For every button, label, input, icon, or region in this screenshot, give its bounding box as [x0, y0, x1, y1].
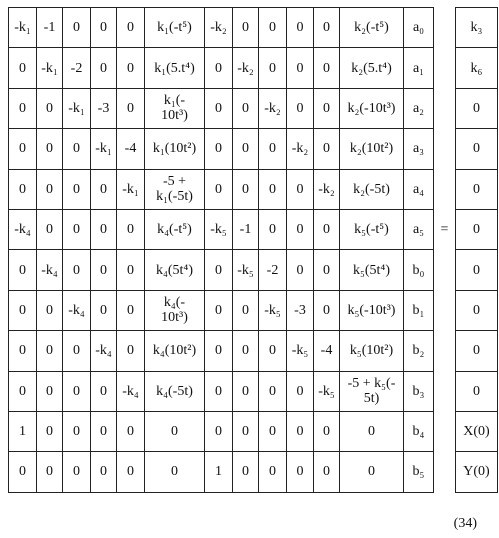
matrix-cell: 0 [63, 129, 91, 169]
matrix-cell: 1 [205, 452, 233, 492]
matrix-cell: -3 [287, 290, 314, 330]
equals-sign-cell [434, 48, 456, 88]
matrix-cell: k₄(-t⁵) [145, 209, 205, 249]
matrix-cell: 0 [205, 250, 233, 290]
equals-sign-cell: = [434, 209, 456, 249]
matrix-cell: b₅ [404, 452, 434, 492]
matrix-row [9, 209, 498, 249]
matrix-cell: 0 [117, 209, 145, 249]
matrix-cell: -k₅ [259, 290, 287, 330]
matrix-cell: -k₄ [63, 290, 91, 330]
matrix-cell: 0 [37, 371, 63, 411]
matrix-row [9, 88, 498, 128]
matrix-row [9, 371, 498, 411]
matrix-cell: 0 [287, 371, 314, 411]
matrix-cell: k₁(-t⁵) [145, 8, 205, 48]
matrix-cell: 0 [259, 411, 287, 451]
matrix-cell: -k₄ [91, 331, 117, 371]
matrix-cell: 0 [314, 411, 340, 451]
matrix-cell: -4 [314, 331, 340, 371]
matrix-cell: a₅ [404, 209, 434, 249]
matrix-cell: 0 [145, 452, 205, 492]
matrix-cell: 0 [9, 169, 37, 209]
matrix-cell: 0 [456, 209, 498, 249]
matrix-cell: 0 [287, 452, 314, 492]
matrix-cell: 0 [37, 169, 63, 209]
matrix-equation-table [8, 7, 498, 493]
matrix-cell: 0 [205, 290, 233, 330]
matrix-cell: 0 [233, 452, 259, 492]
matrix-cell: 0 [9, 331, 37, 371]
matrix-cell: 0 [314, 250, 340, 290]
matrix-cell: 0 [233, 290, 259, 330]
matrix-cell: 0 [259, 452, 287, 492]
matrix-cell: 0 [63, 411, 91, 451]
matrix-cell: 0 [9, 452, 37, 492]
matrix-cell: 0 [63, 169, 91, 209]
matrix-cell: k₂(-t⁵) [340, 8, 404, 48]
matrix-cell: 0 [205, 48, 233, 88]
matrix-cell: 0 [63, 250, 91, 290]
matrix-cell: -1 [233, 209, 259, 249]
matrix-cell: 0 [340, 411, 404, 451]
matrix-row [9, 250, 498, 290]
matrix-row [9, 48, 498, 88]
matrix-cell: 0 [456, 290, 498, 330]
matrix-cell: k₂(-10t³) [340, 88, 404, 128]
matrix-cell: 1 [9, 411, 37, 451]
matrix-cell: 0 [9, 290, 37, 330]
matrix-cell: 0 [9, 371, 37, 411]
matrix-cell: 0 [117, 88, 145, 128]
matrix-cell: -5 + k₁(-5t) [145, 169, 205, 209]
matrix-cell: -k₄ [37, 250, 63, 290]
matrix-cell: -k₁ [9, 8, 37, 48]
matrix-cell: k₅(5t⁴) [340, 250, 404, 290]
matrix-cell: 0 [287, 209, 314, 249]
matrix-cell: -k₅ [314, 371, 340, 411]
matrix-cell: 0 [63, 452, 91, 492]
matrix-cell: 0 [37, 88, 63, 128]
matrix-cell: -2 [63, 48, 91, 88]
matrix-cell: -k₂ [287, 129, 314, 169]
matrix-cell: 0 [287, 411, 314, 451]
matrix-cell: -k₅ [287, 331, 314, 371]
matrix-cell: 0 [314, 48, 340, 88]
matrix-cell: 0 [117, 8, 145, 48]
matrix-cell: a₁ [404, 48, 434, 88]
matrix-cell: 0 [91, 452, 117, 492]
matrix-cell: 0 [205, 129, 233, 169]
matrix-cell: -1 [37, 8, 63, 48]
matrix-cell: X(0) [456, 411, 498, 451]
matrix-cell: 0 [314, 129, 340, 169]
matrix-cell: 0 [233, 169, 259, 209]
matrix-cell: -k₂ [233, 48, 259, 88]
equals-sign-cell [434, 250, 456, 290]
matrix-cell: 0 [63, 209, 91, 249]
matrix-cell: 0 [91, 411, 117, 451]
matrix-cell: b₁ [404, 290, 434, 330]
matrix-cell: 0 [233, 129, 259, 169]
matrix-cell: a₃ [404, 129, 434, 169]
matrix-cell: k₁(10t²) [145, 129, 205, 169]
matrix-cell: b₀ [404, 250, 434, 290]
matrix-cell: 0 [259, 209, 287, 249]
matrix-cell: 0 [259, 331, 287, 371]
matrix-cell: k₁(5.t⁴) [145, 48, 205, 88]
equals-sign-cell [434, 371, 456, 411]
matrix-cell: a₂ [404, 88, 434, 128]
matrix-cell: 0 [37, 209, 63, 249]
matrix-row [9, 129, 498, 169]
matrix-cell: 0 [456, 88, 498, 128]
equals-sign-cell [434, 411, 456, 451]
matrix-cell: -2 [259, 250, 287, 290]
matrix-cell: 0 [259, 169, 287, 209]
matrix-cell: 0 [145, 411, 205, 451]
matrix-cell: 0 [233, 88, 259, 128]
matrix-cell: k₂(10t²) [340, 129, 404, 169]
matrix-cell: 0 [37, 411, 63, 451]
matrix-cell: 0 [259, 129, 287, 169]
matrix-cell: -5 + k₅(- 5t) [340, 371, 404, 411]
matrix-cell: k₄(10t²) [145, 331, 205, 371]
matrix-cell: 0 [91, 209, 117, 249]
matrix-cell: -k₂ [205, 8, 233, 48]
matrix-row [9, 169, 498, 209]
matrix-cell: k₄(5t⁴) [145, 250, 205, 290]
matrix-cell: 0 [37, 331, 63, 371]
matrix-cell: 0 [233, 411, 259, 451]
matrix-cell: 0 [37, 290, 63, 330]
matrix-cell: 0 [287, 169, 314, 209]
matrix-cell: 0 [205, 169, 233, 209]
equals-sign-cell [434, 452, 456, 492]
matrix-cell: 0 [287, 48, 314, 88]
matrix-cell: -k₅ [205, 209, 233, 249]
matrix-cell: 0 [233, 371, 259, 411]
matrix-cell: 0 [314, 452, 340, 492]
matrix-cell: 0 [456, 129, 498, 169]
matrix-cell: 0 [205, 371, 233, 411]
matrix-cell: 0 [314, 290, 340, 330]
matrix-cell: 0 [91, 169, 117, 209]
matrix-cell: -k₁ [63, 88, 91, 128]
matrix-cell: 0 [117, 331, 145, 371]
matrix-cell: 0 [9, 129, 37, 169]
matrix-cell: 0 [117, 290, 145, 330]
matrix-cell: 0 [9, 48, 37, 88]
equals-sign-cell [434, 8, 456, 48]
matrix-cell: 0 [91, 290, 117, 330]
matrix-cell: k₄(- 10t³) [145, 290, 205, 330]
matrix-cell: 0 [314, 88, 340, 128]
matrix-row [9, 411, 498, 451]
matrix-cell: k₄(-5t) [145, 371, 205, 411]
matrix-cell: 0 [117, 250, 145, 290]
matrix-cell: -k₄ [117, 371, 145, 411]
matrix-cell: k₆ [456, 48, 498, 88]
matrix-row [9, 452, 498, 492]
matrix-cell: b₄ [404, 411, 434, 451]
equals-sign-cell [434, 169, 456, 209]
matrix-cell: 0 [456, 250, 498, 290]
matrix-cell: 0 [91, 371, 117, 411]
matrix-cell: 0 [340, 452, 404, 492]
matrix-cell: 0 [63, 331, 91, 371]
matrix-cell: -k₁ [91, 129, 117, 169]
matrix-cell: k₂(-5t) [340, 169, 404, 209]
matrix-row [9, 331, 498, 371]
matrix-cell: -k₂ [314, 169, 340, 209]
matrix-cell: a₀ [404, 8, 434, 48]
matrix-cell: 0 [117, 48, 145, 88]
matrix-cell: 0 [259, 371, 287, 411]
matrix-cell: 0 [91, 250, 117, 290]
matrix-cell: 0 [205, 411, 233, 451]
matrix-cell: 0 [37, 452, 63, 492]
matrix-cell: k₃ [456, 8, 498, 48]
matrix-cell: 0 [233, 331, 259, 371]
matrix-cell: -4 [117, 129, 145, 169]
matrix-cell: 0 [314, 8, 340, 48]
matrix-cell: 0 [259, 48, 287, 88]
matrix-cell: 0 [63, 371, 91, 411]
matrix-row [9, 8, 498, 48]
matrix-cell: 0 [456, 371, 498, 411]
matrix-cell: 0 [259, 8, 287, 48]
equals-sign-cell [434, 129, 456, 169]
matrix-cell: 0 [233, 8, 259, 48]
matrix-cell: -3 [91, 88, 117, 128]
matrix-cell: 0 [287, 250, 314, 290]
matrix-cell: k₂(5.t⁴) [340, 48, 404, 88]
matrix-cell: k₅(10t²) [340, 331, 404, 371]
matrix-cell: 0 [314, 209, 340, 249]
matrix-cell: -k₁ [117, 169, 145, 209]
matrix-cell: b₂ [404, 331, 434, 371]
equation-number: (34) [453, 516, 477, 531]
matrix-cell: -k₁ [37, 48, 63, 88]
matrix-cell: 0 [456, 169, 498, 209]
matrix-cell: 0 [205, 88, 233, 128]
matrix-cell: a₄ [404, 169, 434, 209]
matrix-cell: 0 [117, 411, 145, 451]
matrix-cell: 0 [9, 250, 37, 290]
matrix-cell: Y(0) [456, 452, 498, 492]
matrix-cell: 0 [63, 8, 91, 48]
matrix-cell: 0 [287, 88, 314, 128]
matrix-row [9, 290, 498, 330]
matrix-cell: -k₂ [259, 88, 287, 128]
equals-sign-cell [434, 290, 456, 330]
equals-sign-cell [434, 88, 456, 128]
equals-sign-cell [434, 331, 456, 371]
matrix-cell: 0 [205, 331, 233, 371]
matrix-cell: 0 [287, 8, 314, 48]
matrix-cell: 0 [9, 88, 37, 128]
matrix-cell: 0 [117, 452, 145, 492]
matrix-cell: 0 [37, 129, 63, 169]
matrix-cell: k₅(-t⁵) [340, 209, 404, 249]
matrix-cell: 0 [456, 331, 498, 371]
matrix-cell: 0 [91, 8, 117, 48]
matrix-cell: k₅(-10t³) [340, 290, 404, 330]
matrix-cell: k₁(- 10t³) [145, 88, 205, 128]
matrix-cell: -k₅ [233, 250, 259, 290]
matrix-cell: b₃ [404, 371, 434, 411]
matrix-cell: 0 [91, 48, 117, 88]
matrix-cell: -k₄ [9, 209, 37, 249]
